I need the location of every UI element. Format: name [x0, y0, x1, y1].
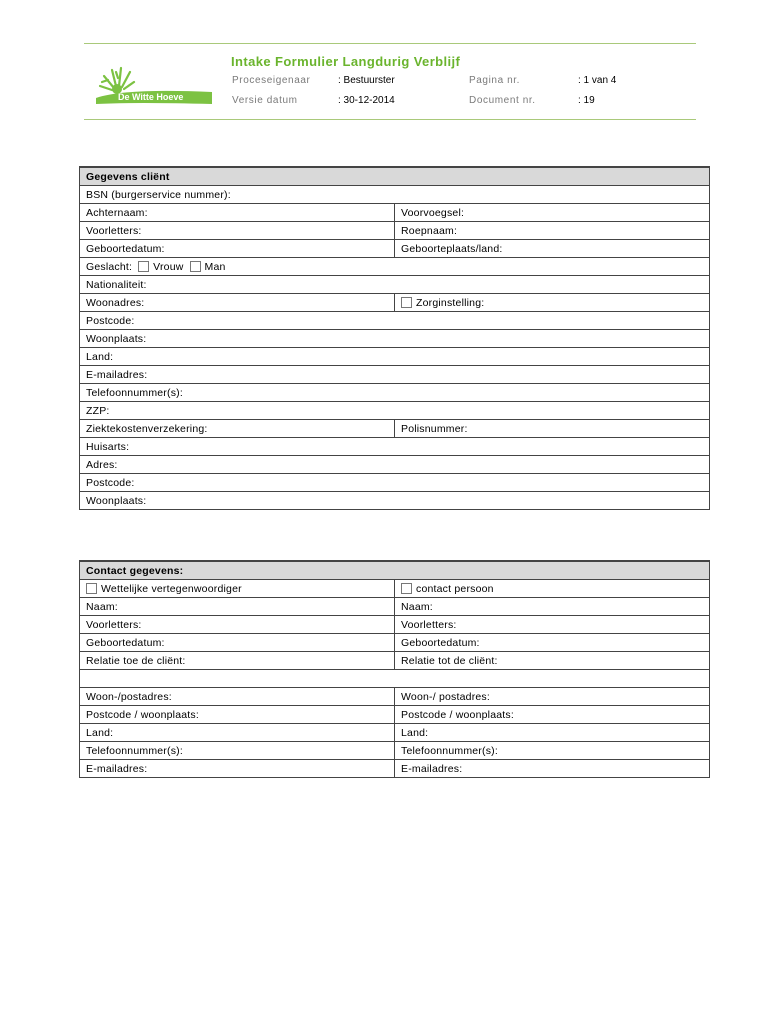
bsn-field[interactable]: BSN (burgerservice nummer): — [80, 186, 710, 204]
huisarts-woonplaats-field[interactable]: Woonplaats: — [80, 492, 710, 510]
postcode-left-field[interactable]: Postcode / woonplaats: — [80, 706, 395, 724]
document-value: : 19 — [578, 95, 595, 106]
header-bottom-rule — [84, 119, 696, 120]
land-right-field[interactable]: Land: — [395, 724, 710, 742]
land-field[interactable]: Land: — [80, 348, 710, 366]
vrouw-label: Vrouw — [153, 260, 184, 273]
nationaliteit-field[interactable]: Nationaliteit: — [80, 276, 710, 294]
land-left-field[interactable]: Land: — [80, 724, 395, 742]
ziektekosten-field[interactable]: Ziektekostenverzekering: — [80, 420, 395, 438]
woonadres-right-field[interactable]: Woon-/ postadres: — [395, 688, 710, 706]
voorletters-left-field[interactable]: Voorletters: — [80, 616, 395, 634]
man-checkbox[interactable] — [190, 261, 201, 272]
header-top-rule — [84, 43, 696, 44]
zorginstelling-checkbox[interactable] — [401, 297, 412, 308]
document-label: Document nr. — [469, 95, 536, 106]
geboortedatum-field[interactable]: Geboortedatum: — [80, 240, 395, 258]
vrouw-checkbox[interactable] — [138, 261, 149, 272]
zorginstelling-label: Zorginstelling: — [416, 296, 485, 309]
zorginstelling-field — [395, 294, 710, 312]
huisarts-field[interactable]: Huisarts: — [80, 438, 710, 456]
wettelijk-label: Wettelijke vertegenwoordiger — [101, 582, 242, 595]
naam-left-field[interactable]: Naam: — [80, 598, 395, 616]
geslacht-field — [80, 258, 710, 276]
wettelijk-option — [80, 580, 395, 598]
relatie-left-field[interactable]: Relatie toe de cliënt: — [80, 652, 395, 670]
pagina-label: Pagina nr. — [469, 75, 521, 86]
voorvoegsel-field[interactable]: Voorvoegsel: — [395, 204, 710, 222]
contact-section-heading: Contact gegevens: — [80, 561, 710, 580]
man-label: Man — [204, 260, 226, 273]
postcode-right-field[interactable]: Postcode / woonplaats: — [395, 706, 710, 724]
client-section-heading: Gegevens cliënt — [80, 167, 710, 186]
contact-data-table — [79, 560, 710, 778]
relatie-right-field[interactable]: Relatie tot de cliënt: — [395, 652, 710, 670]
telefoon-field[interactable]: Telefoonnummer(s): — [80, 384, 710, 402]
voorletters-right-field[interactable]: Voorletters: — [395, 616, 710, 634]
proceseigenaar-label: Proceseigenaar — [232, 75, 311, 86]
contactpersoon-checkbox[interactable] — [401, 583, 412, 594]
woonadres-field[interactable]: Woonadres: — [80, 294, 395, 312]
voorletters-field[interactable]: Voorletters: — [80, 222, 395, 240]
form-title: Intake Formulier Langdurig Verblijf — [231, 54, 461, 69]
adres-field[interactable]: Adres: — [80, 456, 710, 474]
geboortedatum-right-field[interactable]: Geboortedatum: — [395, 634, 710, 652]
client-data-table — [79, 166, 710, 510]
proceseigenaar-value: : Bestuurster — [338, 75, 395, 86]
empty-row — [80, 670, 710, 688]
de-witte-hoeve-logo — [94, 58, 214, 106]
achternaam-field[interactable]: Achternaam: — [80, 204, 395, 222]
email-field[interactable]: E-mailadres: — [80, 366, 710, 384]
geboortedatum-left-field[interactable]: Geboortedatum: — [80, 634, 395, 652]
zzp-field[interactable]: ZZP: — [80, 402, 710, 420]
huisarts-postcode-field[interactable]: Postcode: — [80, 474, 710, 492]
polisnummer-field[interactable]: Polisnummer: — [395, 420, 710, 438]
woonplaats-field[interactable]: Woonplaats: — [80, 330, 710, 348]
postcode-field[interactable]: Postcode: — [80, 312, 710, 330]
versie-datum-value: : 30-12-2014 — [338, 95, 395, 106]
woonadres-left-field[interactable]: Woon-/postadres: — [80, 688, 395, 706]
geslacht-label: Geslacht: — [86, 260, 133, 273]
wettelijk-checkbox[interactable] — [86, 583, 97, 594]
roepnaam-field[interactable]: Roepnaam: — [395, 222, 710, 240]
contactpersoon-label: contact persoon — [416, 582, 494, 595]
naam-right-field[interactable]: Naam: — [395, 598, 710, 616]
svg-text:De Witte Hoeve: De Witte Hoeve — [118, 92, 184, 102]
email-left-field[interactable]: E-mailadres: — [80, 760, 395, 778]
telefoon-right-field[interactable]: Telefoonnummer(s): — [395, 742, 710, 760]
telefoon-left-field[interactable]: Telefoonnummer(s): — [80, 742, 395, 760]
pagina-value: : 1 van 4 — [578, 75, 617, 86]
contactpersoon-option — [395, 580, 710, 598]
geboorteplaats-field[interactable]: Geboorteplaats/land: — [395, 240, 710, 258]
versie-datum-label: Versie datum — [232, 95, 298, 106]
email-right-field[interactable]: E-mailadres: — [395, 760, 710, 778]
